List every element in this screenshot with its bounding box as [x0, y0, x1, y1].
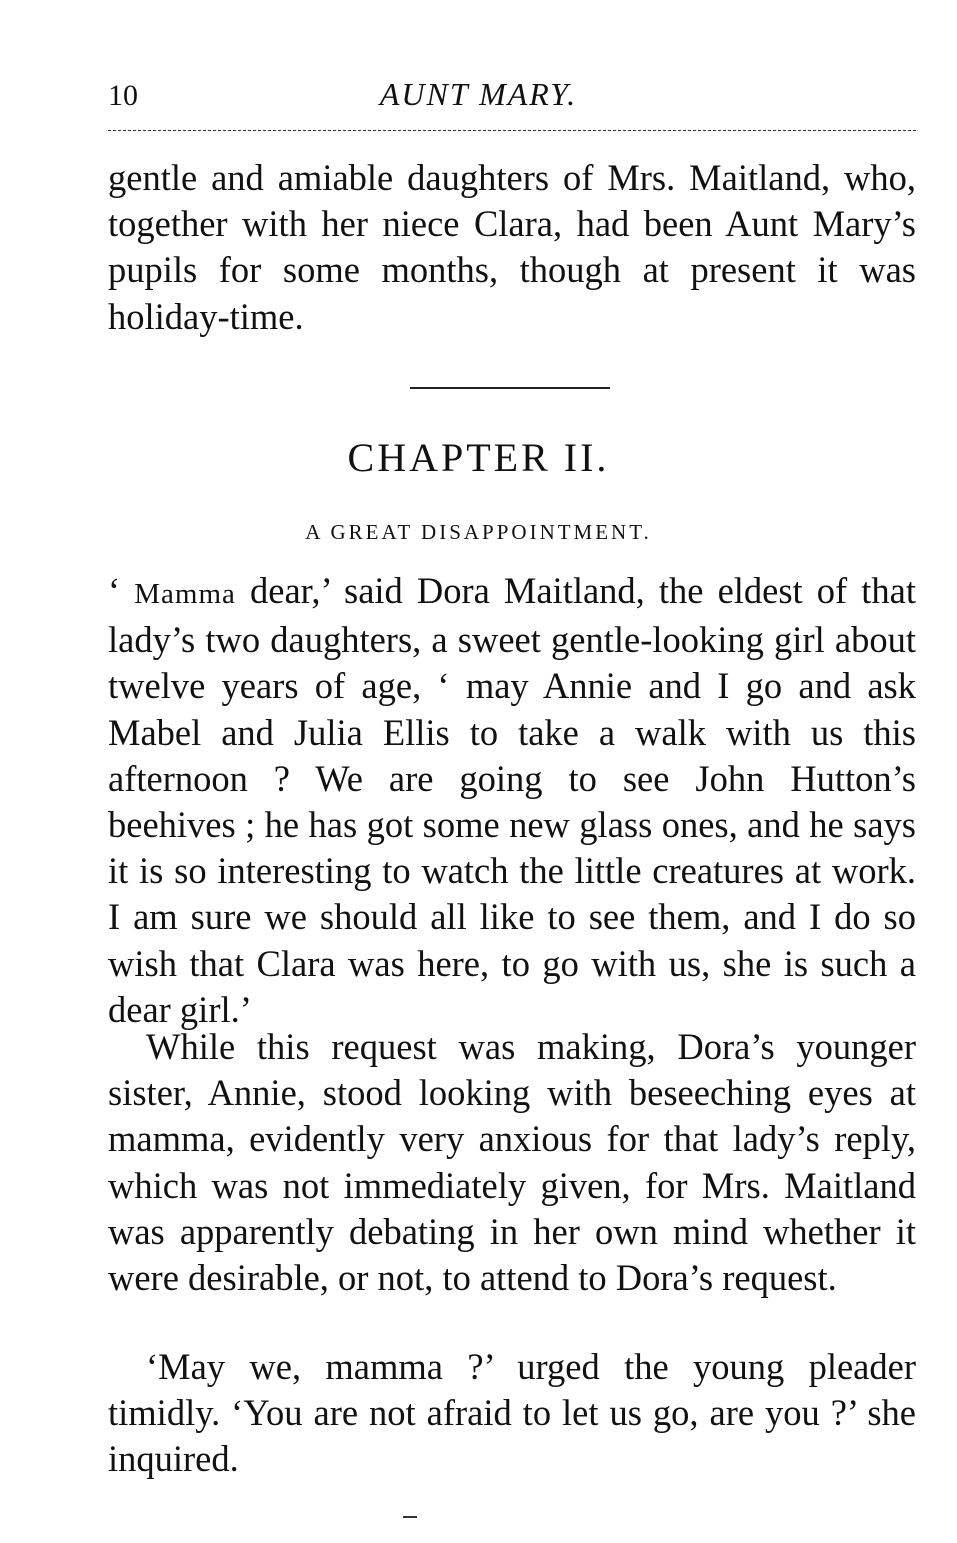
chapter-title: CHAPTER II.	[347, 435, 610, 480]
bottom-mark	[403, 1516, 417, 1518]
paragraph-2-text: dear,’ said Dora Maitland, the eldest of that lady’s two daughters, a sweet gentle-looking girl about twelve years of age, ‘ may Annie and I go and ask Mabel and Julia Ellis to take a walk with us this afternoon ? We are going to see John Hutton’s beehives ; he has got some new glass ones, and he says it is so interesting to watch the little creatures at work. I am sure we should all like to see them, and I do so wish that Clara was here, to go with us, she is such a dear girl.’	[108, 570, 917, 1030]
paragraph-3: While this request was making, Dora’s younger sister, Annie, stood looking with beseeching eyes at mamma, evidently very anxious for that lady’s reply, which was not immediately given, for Mrs. Maitland was apparently debating in her own mind whether it were desirable, or not, to attend to Dora’s request.	[108, 1026, 916, 1299]
paragraph-2	[108, 568, 916, 1033]
running-title: AUNT MARY.	[379, 76, 578, 112]
section-divider	[410, 387, 610, 389]
opening-quote: ‘	[108, 570, 135, 611]
paragraph-4: ‘May we, mamma ?’ urged the young pleader timidly. ‘You are not afraid to let us go, are you ?’ she inquired.	[108, 1346, 916, 1480]
paragraph-1: gentle and amiable daughters of Mrs. Maitland, who, together with her niece Clara, had been Aunt Mary’s pupils for some months, though at present it was holiday-time.	[108, 157, 916, 337]
chapter-subtitle: A GREAT DISAPPOINTMENT.	[305, 520, 652, 544]
small-caps-word: Mamma	[134, 578, 236, 610]
page-number: 10	[108, 79, 138, 112]
header-rule	[108, 130, 916, 131]
